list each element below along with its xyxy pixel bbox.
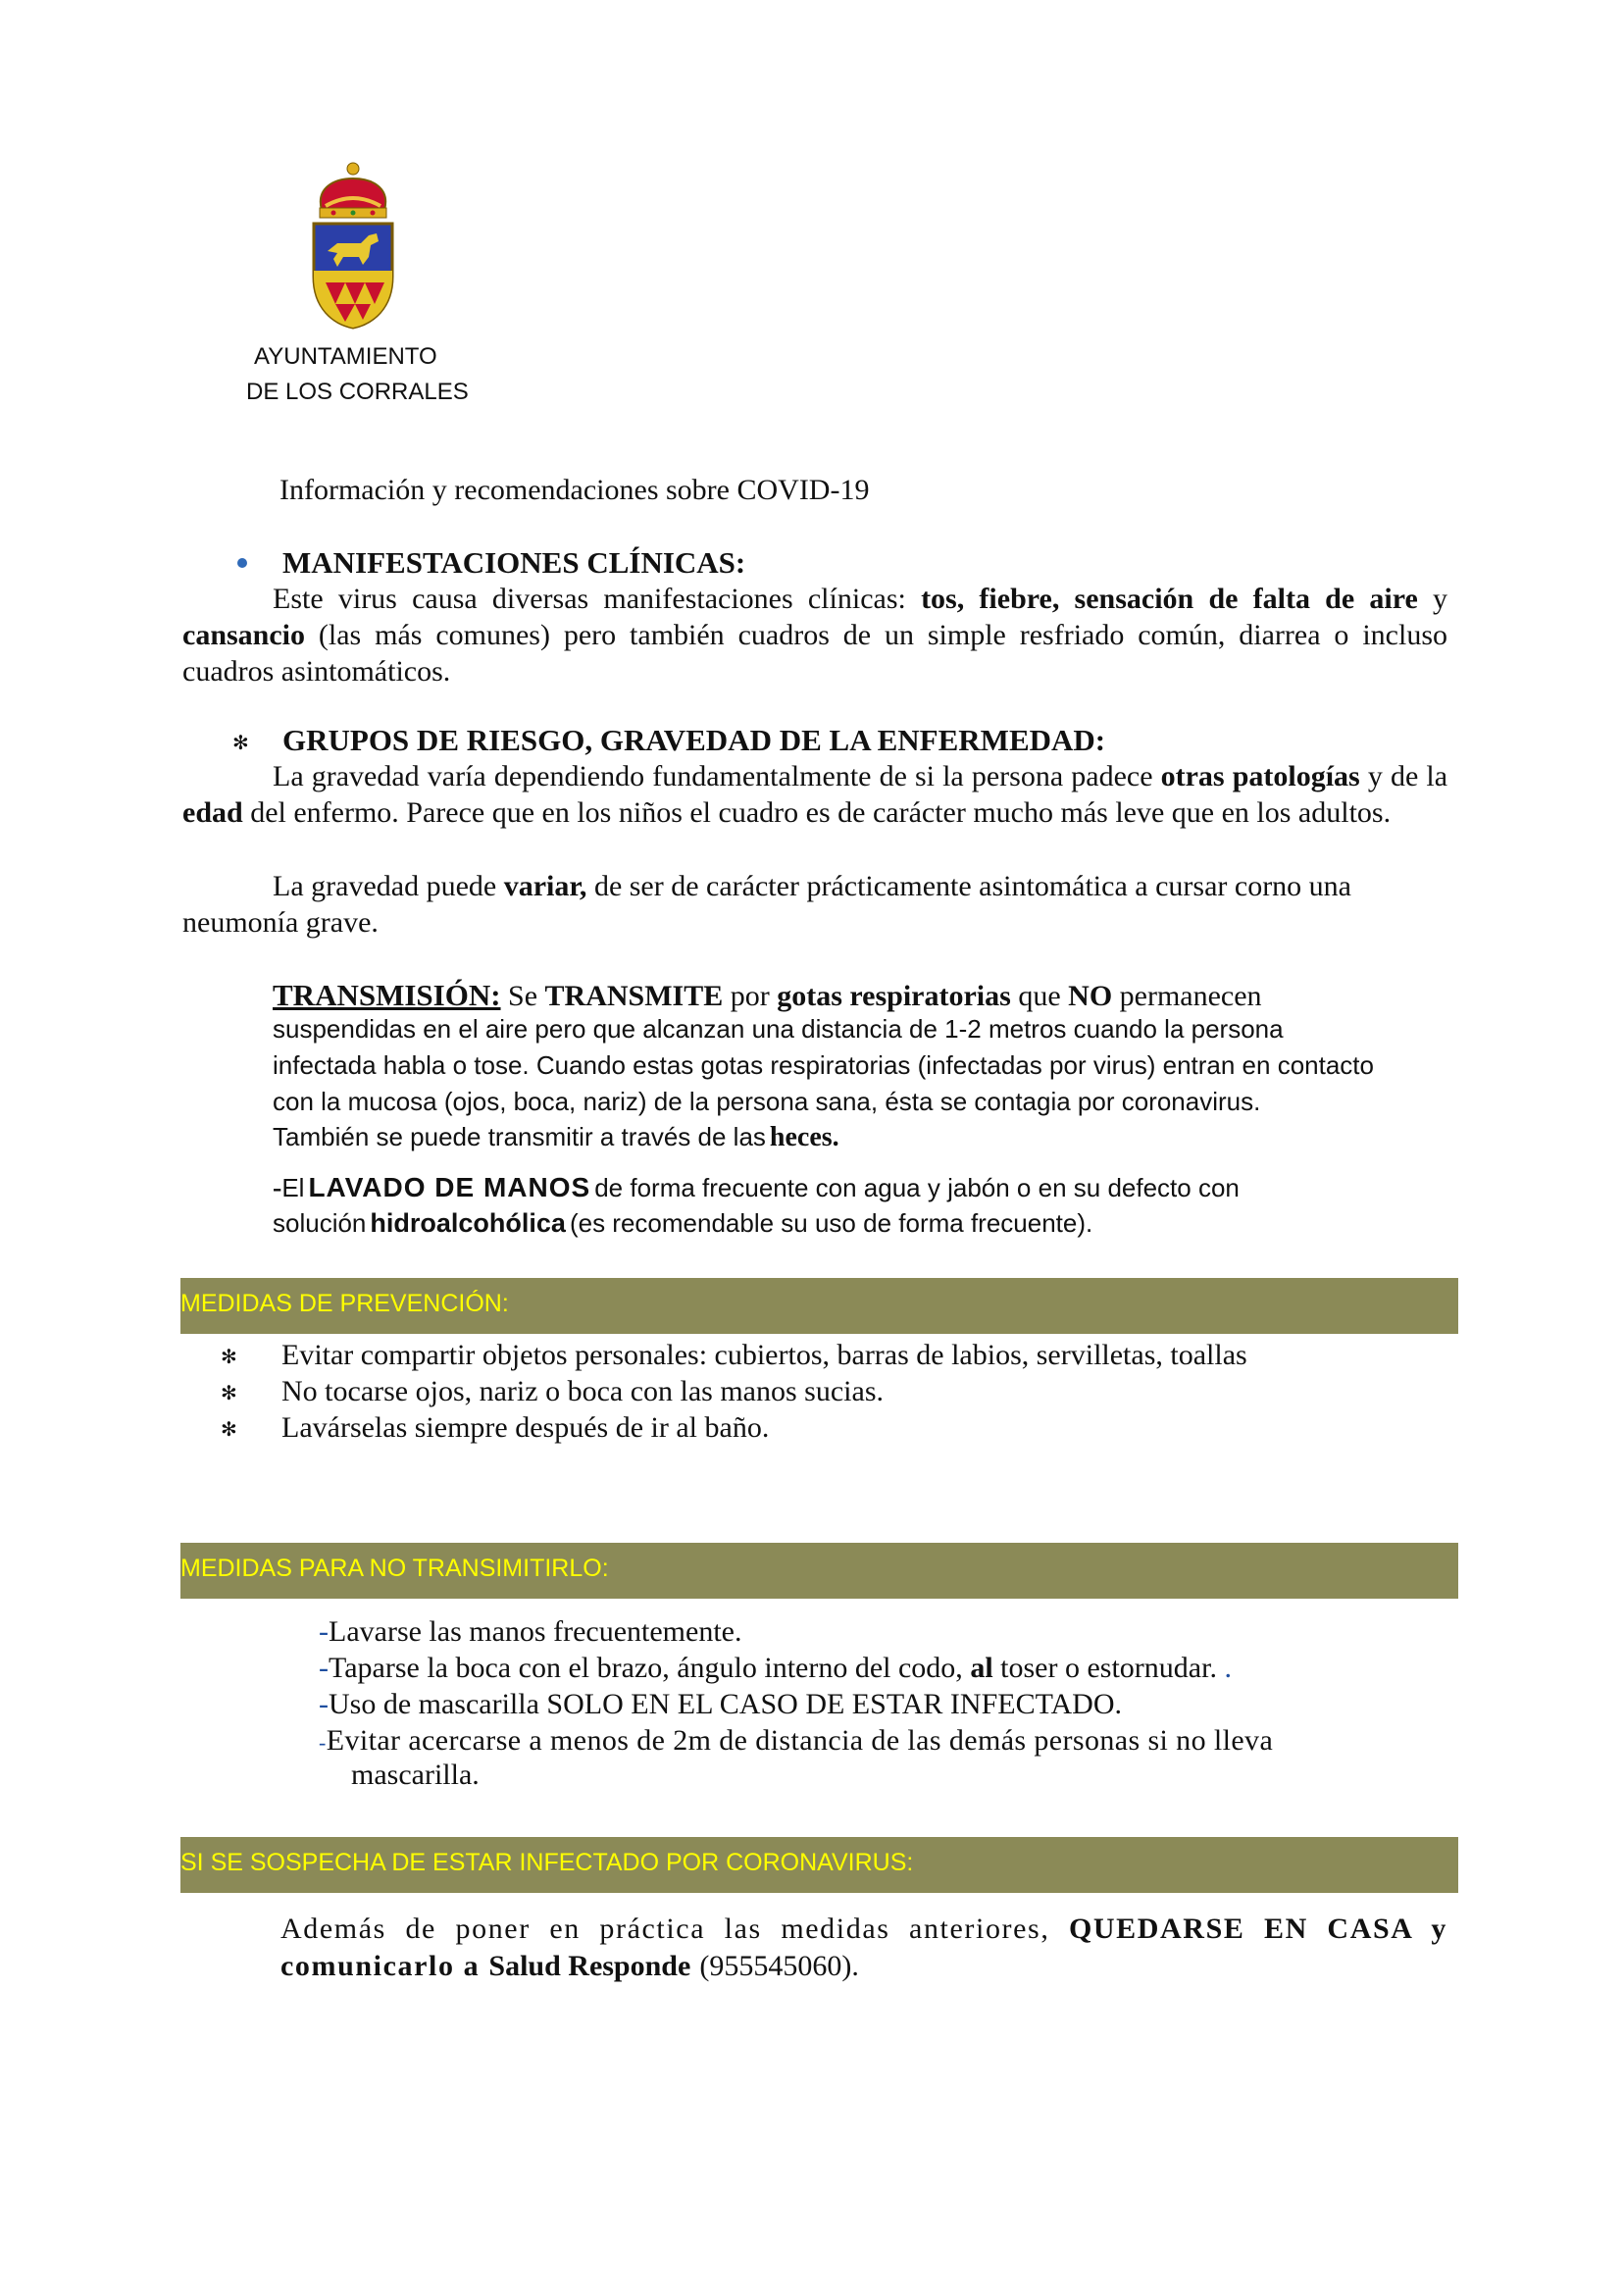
- bullet-asterisk: ✻: [221, 1383, 237, 1404]
- handwashing-line-1: -El LAVADO DE MANOS de forma frecuente con agua y jabón o en su defecto con: [273, 1172, 1240, 1203]
- bullet-asterisk: ✻: [221, 1419, 237, 1441]
- prevention-item: Evitar compartir objetos personales: cubiertos, barras de labios, servilletas, toallas: [281, 1339, 1247, 1371]
- no-transmit-header-title: MEDIDAS PARA NO TRANSIMITIRLO:: [180, 1555, 609, 1582]
- section-heading-grupos-riesgo: GRUPOS DE RIESGO, GRAVEDAD DE LA ENFERMEDAD:: [282, 723, 1106, 757]
- transmission-line-2: suspendidas en el aire pero que alcanzan una distancia de 1-2 metros cuando la persona: [273, 1014, 1284, 1044]
- transmission-line-3: infectada habla o tose. Cuando estas gotas respiratorias (infectadas por virus) entran en contacto: [273, 1050, 1374, 1080]
- prevention-header-title: MEDIDAS DE PREVENCIÓN:: [180, 1290, 509, 1317]
- section1-paragraph: Este virus causa diversas manifestaciones clínicas: tos, fiebre, sensación de falta de aire y cansancio (las más comunes) pero también cuadros de un simple resfriado común, diarrea o incluso cuadros asintomáticos.: [182, 583, 1448, 688]
- section2-paragraph-1: La gravedad varía dependiendo fundamentalmente de si la persona padece otras patologías y de la edad del enfermo. Parece que en los niños el cuadro es de carácter mucho más leve que en los adultos.: [182, 760, 1448, 829]
- handwashing-line-2: solución hidroalcohólica (es recomendable su uso de forma frecuente).: [273, 1208, 1093, 1238]
- org-name-line1: AYUNTAMIENTO: [254, 343, 437, 370]
- no-transmit-item: -Lavarse las manos frecuentemente.: [319, 1615, 742, 1648]
- bullet-asterisk: ✻: [221, 1347, 237, 1368]
- no-transmit-header-bar: [180, 1543, 1458, 1599]
- prevention-item: No tocarse ojos, nariz o boca con las manos sucias.: [281, 1375, 884, 1407]
- bullet-asterisk: ✻: [232, 733, 249, 754]
- no-transmit-item: -Evitar acercarse a menos de 2m de distancia de las demás personas si no lleva: [319, 1724, 1274, 1757]
- transmission-label: TRANSMISIÓN:: [273, 978, 501, 1012]
- section2-paragraph-2: La gravedad puede variar, de ser de carácter prácticamente asintomática a cursar corno una neumonía grave.: [182, 870, 1351, 939]
- transmission-line-4: con la mucosa (ojos, boca, nariz) de la persona sana, ésta se contagia por coronavirus.: [273, 1087, 1261, 1116]
- suspect-header-bar: [180, 1837, 1458, 1893]
- no-transmit-item-continued: mascarilla.: [351, 1759, 480, 1791]
- prevention-item: Lavárselas siempre después de ir al baño.: [281, 1411, 770, 1444]
- suspect-paragraph: Además de poner en práctica las medidas anteriores, QUEDARSE EN CASA y comunicarlo a Salud Responde (955545060).: [280, 1913, 1447, 1982]
- org-name-line2: DE LOS CORRALES: [246, 379, 469, 405]
- document-title: Información y recomendaciones sobre COVID-19: [279, 474, 870, 506]
- prevention-header-bar: [180, 1278, 1458, 1334]
- bullet-dot: [237, 558, 247, 568]
- suspect-header-title: SI SE SOSPECHA DE ESTAR INFECTADO POR CORONAVIRUS:: [180, 1849, 914, 1876]
- transmission-line-1: TRANSMISIÓN: Se TRANSMITE por gotas respiratorias que NO permanecen: [273, 978, 1262, 1012]
- no-transmit-item: -Uso de mascarilla SOLO EN EL CASO DE ESTAR INFECTADO.: [319, 1688, 1123, 1720]
- coat-of-arms-logo: [304, 161, 402, 330]
- no-transmit-item: -Taparse la boca con el brazo, ángulo interno del codo, al toser o estornudar. .: [319, 1652, 1232, 1684]
- transmission-line-5: También se puede transmitir a través de las heces.: [273, 1122, 839, 1152]
- section-heading-manifestaciones: MANIFESTACIONES CLÍNICAS:: [282, 545, 746, 580]
